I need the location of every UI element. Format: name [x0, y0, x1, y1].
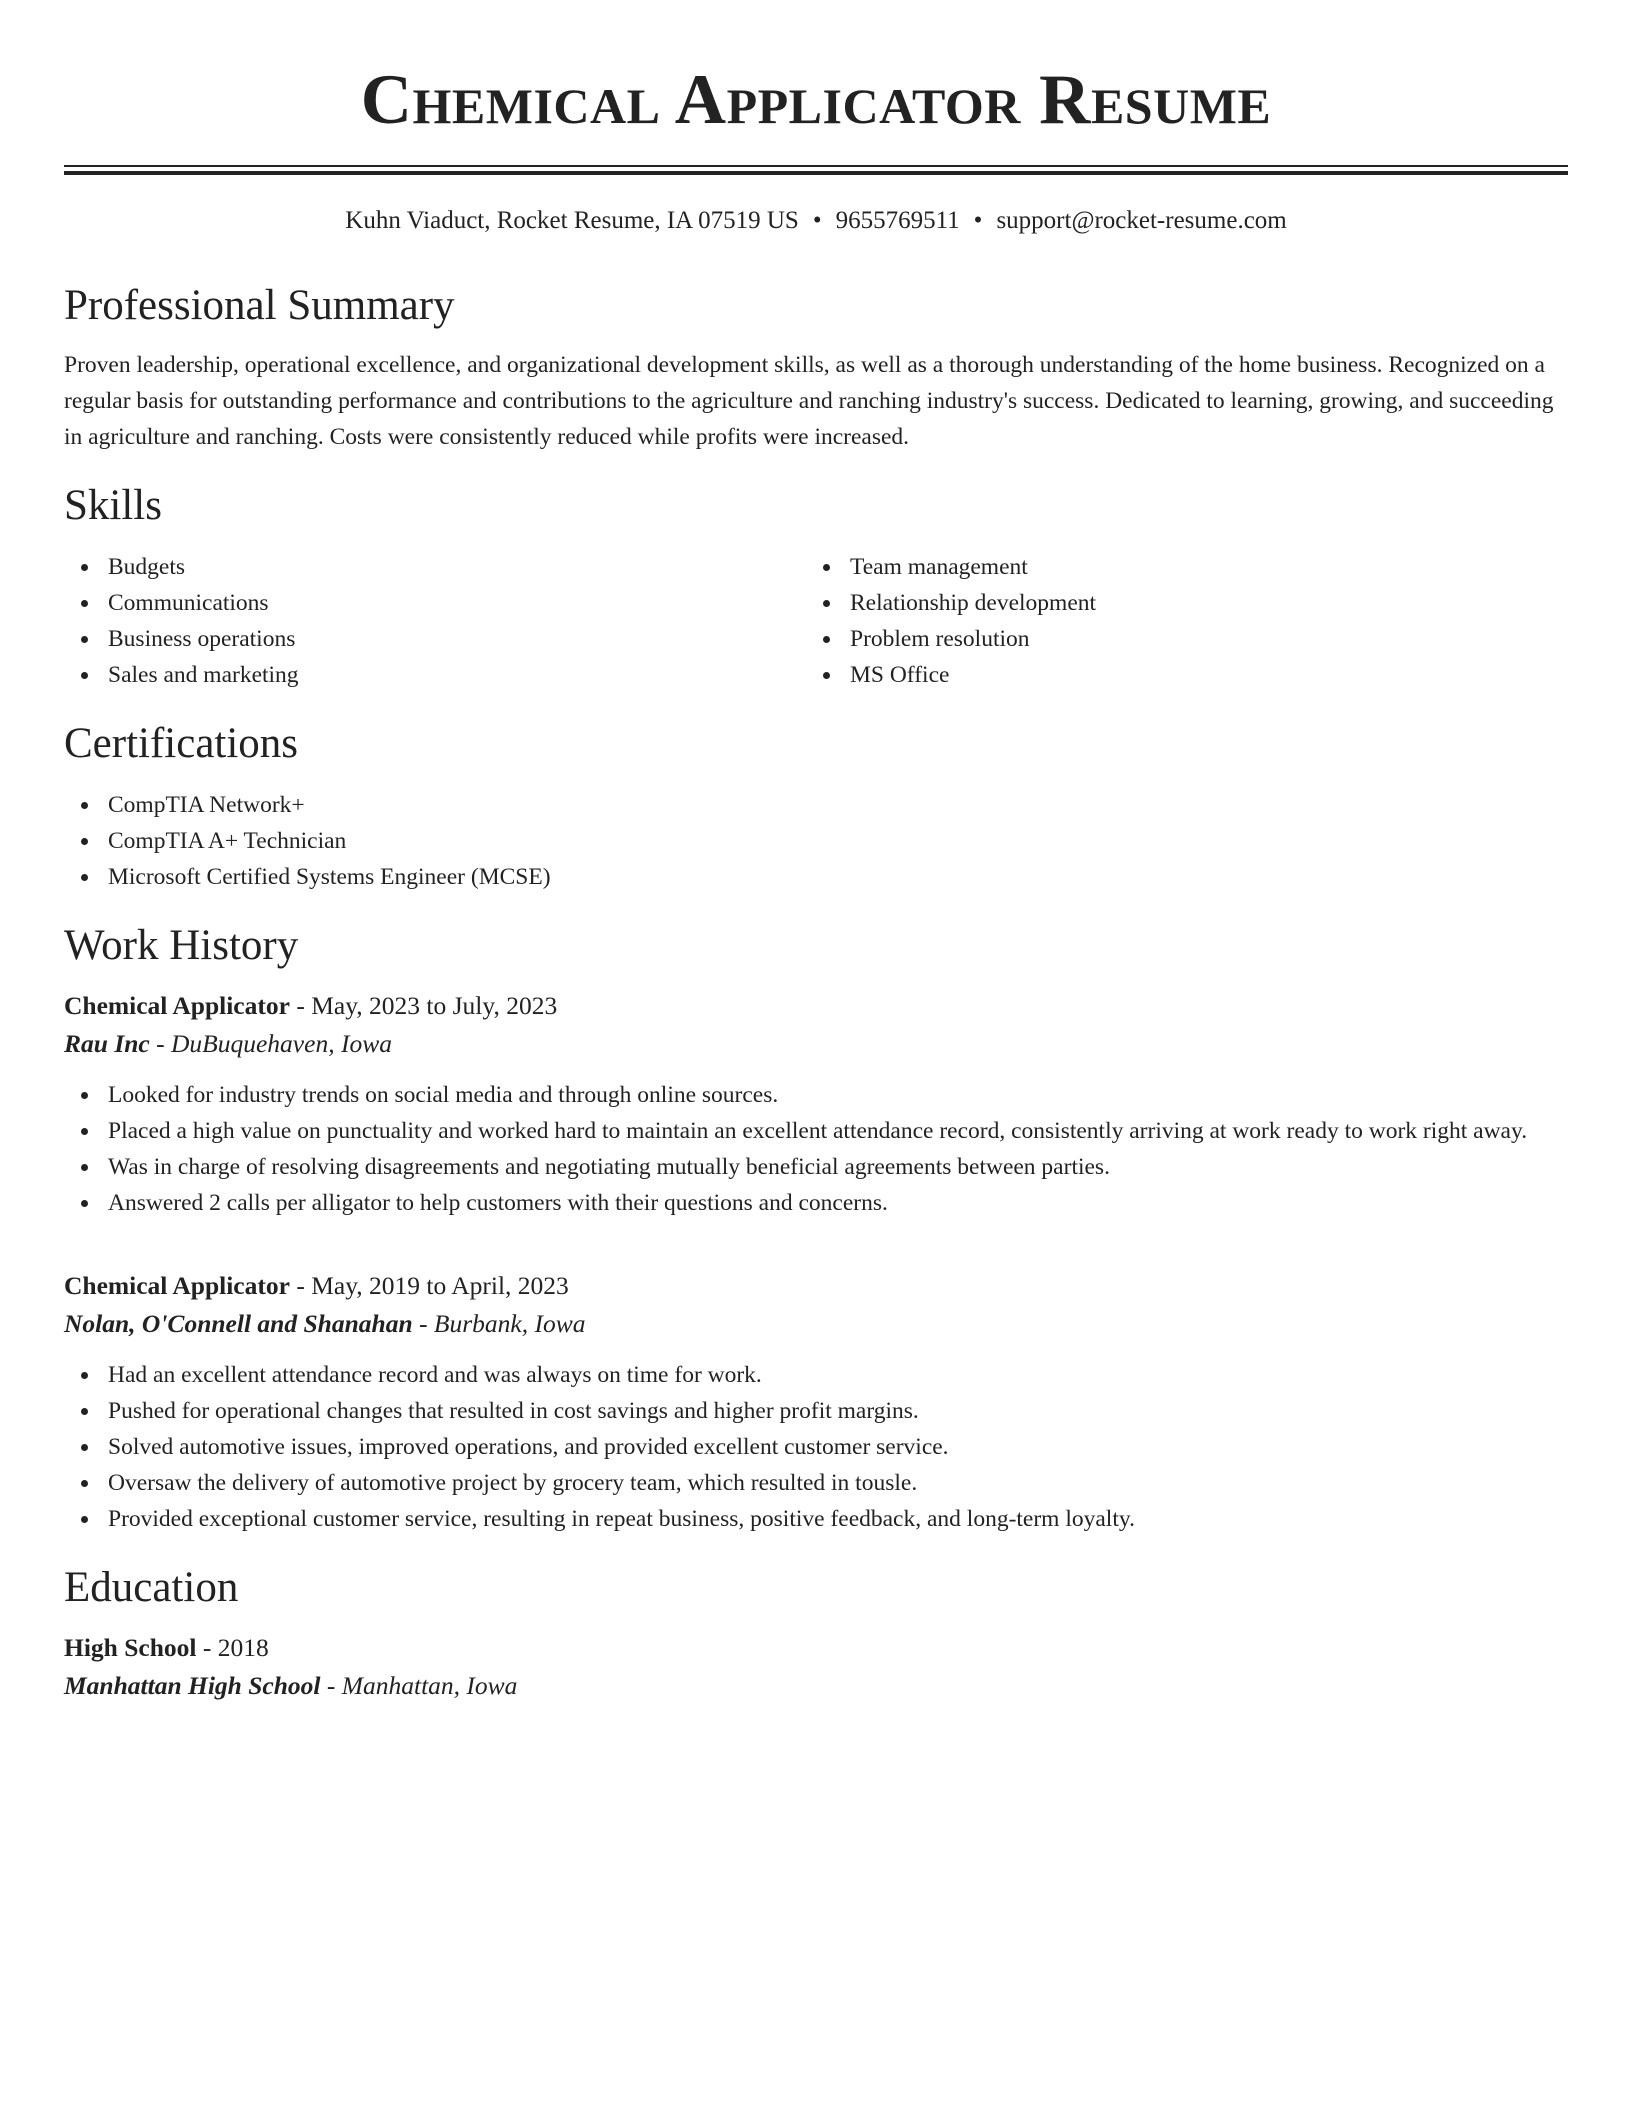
- skill-item: Sales and marketing: [64, 657, 806, 693]
- job-bullet: Placed a high value on punctuality and worked hard to maintain an excellent attendance record, consistently arriving at work ready to work right away.: [64, 1113, 1568, 1149]
- contact-separator: •: [973, 207, 983, 234]
- job-bullet: Oversaw the delivery of automotive project by grocery team, which resulted in tousle.: [64, 1465, 1568, 1501]
- certification-item: CompTIA A+ Technician: [64, 823, 1568, 859]
- skill-item: Problem resolution: [806, 621, 1548, 657]
- skill-item: Communications: [64, 585, 806, 621]
- summary-heading: Professional Summary: [64, 282, 455, 329]
- contact-email: support@rocket-resume.com: [996, 207, 1287, 234]
- skill-item: Relationship development: [806, 585, 1548, 621]
- education-dash: -: [196, 1633, 218, 1662]
- job-bullet: Looked for industry trends on social media and through online sources.: [64, 1077, 1568, 1113]
- job-location: Burbank, Iowa: [433, 1309, 586, 1338]
- job-dash: -: [412, 1309, 434, 1338]
- work-history-heading: Work History: [64, 922, 299, 969]
- job-bullet: Pushed for operational changes that resulted in cost savings and higher profit margins.: [64, 1393, 1568, 1429]
- title-divider-thin: [64, 165, 1568, 167]
- job-header: [64, 1267, 1568, 1305]
- education-heading: Education: [64, 1564, 239, 1611]
- job-bullet: Solved automotive issues, improved operations, and provided excellent customer service.: [64, 1429, 1568, 1465]
- education-degree: High School: [64, 1633, 197, 1662]
- job-bullets: [64, 1357, 1568, 1537]
- certification-item: Microsoft Certified Systems Engineer (MCSE): [64, 859, 1568, 895]
- job-bullet: Answered 2 calls per alligator to help customers with their questions and concerns.: [64, 1185, 1568, 1221]
- summary-text: Proven leadership, operational excellence, and organizational development skills, as well as a thorough understanding of the home business. Recognized on a regular basis for outstanding performance and contributions to the agriculture and ranching industry's success. Dedicated to learning, growing, and succeeding in agriculture and ranching. Costs were consistently reduced while profits were increased.: [64, 352, 1554, 450]
- job-company-line: [64, 1025, 1568, 1063]
- job-dash: -: [149, 1029, 171, 1058]
- certifications-list: [64, 787, 1568, 895]
- job-entry: [64, 987, 1568, 1221]
- job-bullet: Was in charge of resolving disagreements and negotiating mutually beneficial agreements between parties.: [64, 1149, 1568, 1185]
- education-year: 2018: [217, 1633, 269, 1662]
- skill-item: MS Office: [806, 657, 1548, 693]
- job-location: DuBuquehaven, Iowa: [171, 1029, 392, 1058]
- skill-item: Business operations: [64, 621, 806, 657]
- skills-list: [64, 549, 1568, 693]
- skill-item: Team management: [806, 549, 1548, 585]
- contact-phone: 9655769511: [835, 207, 960, 234]
- education-school-line: [64, 1667, 1568, 1705]
- job-dash: -: [289, 1271, 312, 1300]
- job-dates: May, 2023 to July, 2023: [311, 991, 558, 1020]
- skills-column-left: [64, 549, 806, 693]
- job-title: Chemical Applicator: [64, 991, 290, 1020]
- certification-item: CompTIA Network+: [64, 787, 1568, 823]
- job-bullets: [64, 1077, 1568, 1221]
- contact-separator: •: [812, 207, 822, 234]
- job-company: Rau Inc: [64, 1029, 150, 1058]
- certifications-heading: Certifications: [64, 720, 299, 767]
- job-header: [64, 987, 1568, 1025]
- job-bullet: Provided exceptional customer service, resulting in repeat business, positive feedback, and long-term loyalty.: [64, 1501, 1568, 1537]
- job-entry: [64, 1267, 1568, 1537]
- skill-item: Budgets: [64, 549, 806, 585]
- job-dates: May, 2019 to April, 2023: [311, 1271, 569, 1300]
- education-dash: -: [320, 1671, 342, 1700]
- job-dash: -: [289, 991, 312, 1020]
- job-company: Nolan, O'Connell and Shanahan: [64, 1309, 413, 1338]
- title-divider-thick: [64, 171, 1568, 175]
- education-location: Manhattan, Iowa: [341, 1671, 518, 1700]
- education-school: Manhattan High School: [64, 1671, 321, 1700]
- resume-title: Chemical Applicator Resume: [360, 61, 1272, 139]
- job-bullet: Had an excellent attendance record and was always on time for work.: [64, 1357, 1568, 1393]
- skills-column-right: [806, 549, 1548, 693]
- contact-line: [64, 206, 1568, 236]
- education-degree-line: [64, 1629, 1568, 1667]
- job-title: Chemical Applicator: [64, 1271, 290, 1300]
- job-company-line: [64, 1305, 1568, 1343]
- contact-address: Kuhn Viaduct, Rocket Resume, IA 07519 US: [345, 207, 799, 234]
- skills-heading: Skills: [64, 482, 162, 529]
